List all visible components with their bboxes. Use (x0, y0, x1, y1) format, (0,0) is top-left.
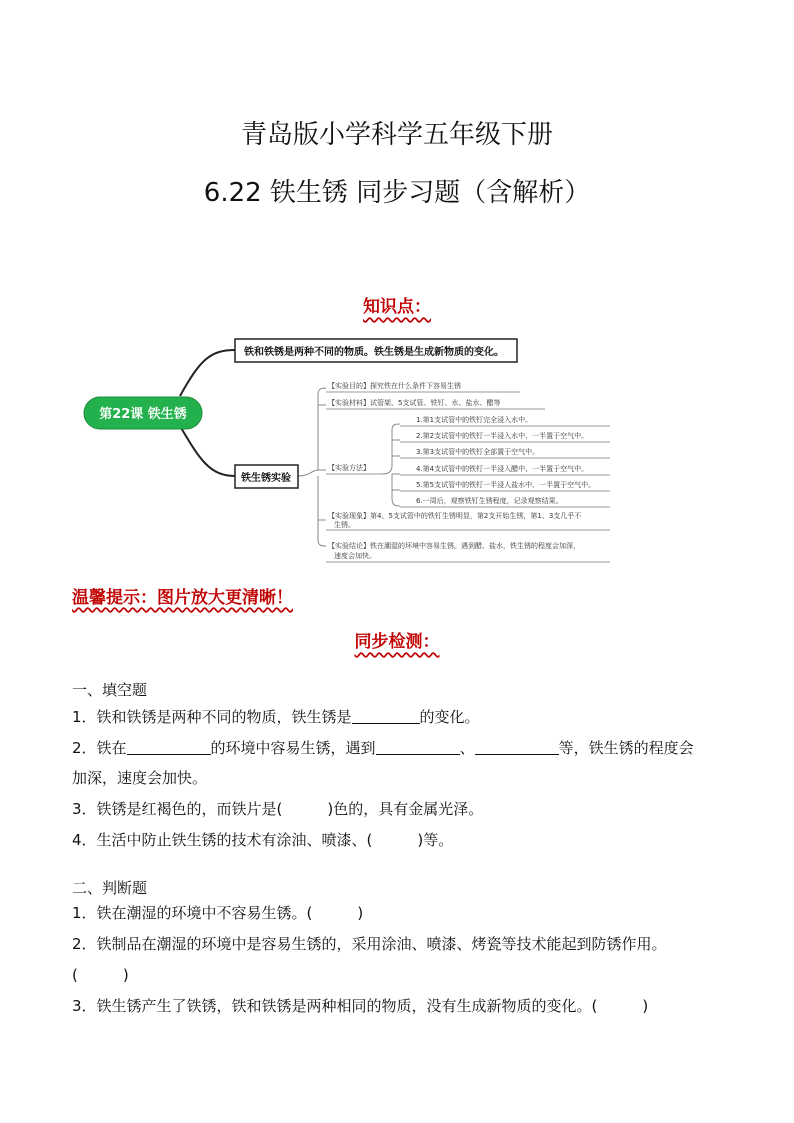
part2-question-2: 2．铁制品在潮湿的环境中是容易生锈的，采用涂油、喷漆、烤瓷等技术能起到防锈作用。 (72, 935, 667, 953)
mindmap-conclusion-line1: 【实验结论】铁在潮湿的环境中容易生锈。遇到醋、盐水，铁生锈的程度会加深， (328, 542, 580, 550)
section-knowledge-heading: 知识点： (363, 297, 431, 317)
mindmap-method-label: 【实验方法】 (328, 464, 370, 472)
part2-heading: 二、判断题 (72, 879, 148, 897)
mindmap-root-label: 第22课 铁生锈 (99, 407, 187, 422)
q1-text-b: 的变化。 (419, 708, 480, 726)
mindmap-conclusion-line2: 速度会加快。 (334, 552, 376, 560)
part1-question-3: 3．铁锈是红褐色的，而铁片是( )色的，具有金属光泽。 (72, 800, 484, 818)
q1-blank[interactable] (352, 708, 420, 724)
doc-title-line1: 青岛版小学科学五年级下册 (240, 120, 553, 150)
part1-question-2 (72, 738, 694, 758)
tip-text: 温馨提示：图片放大更清晰！ (72, 588, 293, 608)
mindmap-method-4: 4.第4支试管中的铁钉一半浸入醋中、一半置于空气中。 (416, 465, 589, 473)
mindmap-branch-1-label: 铁和铁锈是两种不同的物质。铁生锈是生成新物质的变化。 (244, 347, 504, 358)
part1-question-1 (72, 707, 480, 727)
mindmap-method-3: 3.第3支试管中的铁钉全部置于空气中。 (416, 448, 540, 456)
q2-blank-1[interactable] (127, 739, 211, 755)
mindmap-method-5: 5.第5支试管中的铁钉一半浸人盐水中、一半置于空气中。 (416, 481, 596, 489)
q2-text-a: 2．铁在 (72, 739, 127, 757)
q1-text-a: 1．铁和铁锈是两种不同的物质，铁生锈是 (72, 708, 352, 726)
q2-text-c: 、 (459, 739, 475, 757)
mindmap-method-2: 2.第2支试管中的铁钉一半浸入水中、一半置于空气中。 (416, 432, 589, 440)
doc-title-line2: 6.22 铁生锈 同步习题（含解析） (203, 178, 591, 208)
mindmap-phenomenon-line2: 生锈。 (334, 521, 355, 529)
mindmap-method-1: 1.第1支试管中的铁钉完全浸入水中。 (416, 416, 533, 424)
q2-blank-3[interactable] (475, 739, 559, 755)
part1-question-4: 4．生活中防止铁生锈的技术有涂油、喷漆、( )等。 (72, 831, 454, 849)
part2-question-1: 1．铁在潮湿的环境中不容易生锈。( ) (72, 904, 364, 922)
part1-heading: 一、填空题 (72, 681, 148, 699)
q2-text-d: 等，铁生锈的程度会 (558, 739, 694, 757)
part2-question-3: 3．铁生锈产生了铁锈，铁和铁锈是两种相同的物质，没有生成新物质的变化。( ) (72, 997, 649, 1015)
section-sync-heading: 同步检测： (354, 632, 440, 652)
mindmap-materials: 【实验材料】试管架、5支试管、铁钉、水、盐水、醋等 (328, 399, 501, 407)
part1-question-2-cont: 加深，速度会加快。 (72, 769, 208, 787)
part2-question-2-bracket: ( ) (72, 966, 129, 984)
mindmap-branch-2-label: 铁生锈实验 (241, 473, 291, 484)
mindmap-method-6: 6.一周后，观察铁钉生锈程度，记录观察结果。 (416, 497, 563, 505)
mindmap-phenomenon-line1: 【实验现象】第4、5支试管中的铁钉生锈明显，第2支开始生锈，第1、3支几乎不 (328, 512, 582, 520)
q2-blank-2[interactable] (376, 739, 460, 755)
q2-text-b: 的环境中容易生锈，遇到 (210, 739, 376, 757)
mindmap-aim: 【实验目的】探究铁在什么条件下容易生锈 (328, 382, 461, 390)
